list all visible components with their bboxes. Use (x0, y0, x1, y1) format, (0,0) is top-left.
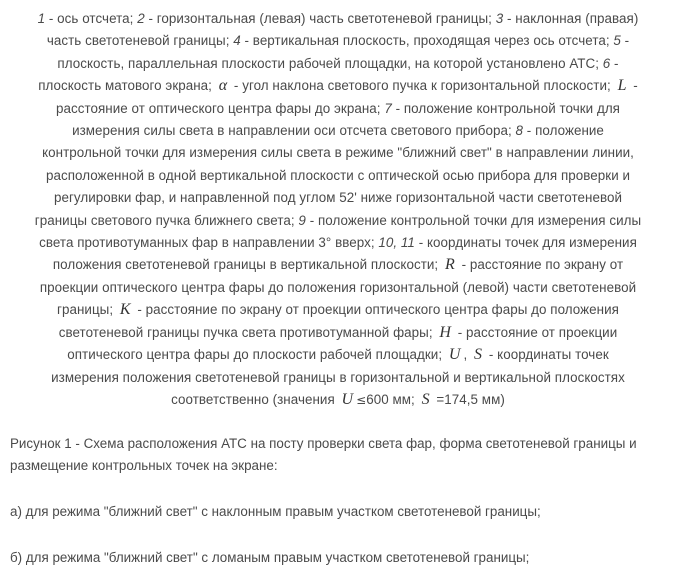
legend-text: света противотуманных фар в направлении 3° вверх; (39, 235, 379, 251)
legend-text: - положение контрольной точки для измерения силы (305, 212, 642, 228)
legend-item-number: 10, 11 (378, 235, 415, 251)
legend-text: измерения положения светотеневой границы в горизонтальной и вертикальной плоскостях (51, 369, 625, 385)
legend-line (10, 344, 666, 366)
figure-caption: Рисунок 1 - Схема расположения АТС на посту проверки света фар, форма светотеневой границы и размещение контрольных точек на экране: (10, 436, 637, 474)
legend-line (10, 277, 666, 299)
legend-line (10, 187, 666, 209)
legend-text: оптического центра фары до плоскости рабочей площадки; (67, 347, 446, 363)
legend-text: - положение контрольной точки для (391, 100, 620, 116)
legend-line (10, 232, 666, 254)
math-symbol: α (218, 77, 228, 95)
legend-text: измерения силы света в направлении оси отсчета светового прибора; (72, 123, 516, 139)
legend-text: - координаты точек (485, 347, 609, 363)
legend-line (10, 165, 666, 187)
legend-text: границы светового пучка ближнего света; (34, 212, 299, 228)
legend-item-number: 8 (515, 123, 524, 139)
math-symbol: U (448, 346, 461, 364)
legend-item-number: 6 (602, 55, 611, 71)
legend-text: , (463, 347, 472, 363)
legend-text: расстояние от оптического центра фары до экрана; (55, 100, 385, 116)
legend-text: - расстояние по экрану от (457, 257, 624, 273)
legend-text: - положение (523, 123, 604, 139)
legend-text: контрольной точки для измерения силы света в режиме "ближний свет" в направлении линии, (42, 145, 634, 161)
legend-text: - ось отсчета; (45, 11, 138, 26)
caption-item-a: а) для режима "ближний свет" с наклонным правым участком светотеневой границы; (10, 504, 541, 520)
legend-item-number: 2 (137, 11, 145, 26)
legend-line (10, 367, 666, 389)
legend-line (10, 8, 666, 30)
legend-line (10, 299, 666, 321)
leq-symbol: ≤ (356, 392, 367, 407)
legend-item-number: 1 (37, 11, 46, 26)
legend-text: расположенной в одной вертикальной плоскости с оптической осью прибора для проверки и (45, 167, 631, 183)
legend-text: проекции оптического центра фары до положения горизонтальной (левой) части светотеневой (39, 279, 637, 295)
legend-line (10, 389, 666, 411)
legend-item-number: 5 (613, 33, 621, 49)
legend-text: - расстояние от проекции (454, 324, 618, 340)
legend-text: - расстояние по экрану от проекции оптического центра фары до положения (133, 302, 619, 318)
legend-text: - координаты точек для измерения (414, 235, 637, 251)
math-symbol: S (474, 346, 483, 364)
legend-item-number: 4 (233, 33, 241, 49)
legend-text: соответственно (значения (171, 391, 339, 407)
math-symbol: H (439, 323, 451, 341)
legend-text: - горизонтальная (левая) часть светотеневой границы; (144, 11, 496, 26)
caption-item-b: б) для режима "ближний свет" с ломаным правым участком светотеневой границы; (10, 550, 530, 566)
legend-line (10, 75, 666, 97)
legend-line (10, 142, 666, 164)
legend-text: - вертикальная плоскость, проходящая через ось отсчета; (240, 33, 614, 49)
legend-line (10, 254, 666, 276)
legend-text: плоскость матового экрана; (38, 78, 216, 94)
legend-line (10, 53, 666, 75)
legend-line (10, 322, 666, 344)
legend-line (10, 120, 666, 142)
legend-text: - наклонная (правая) (503, 11, 639, 26)
legend-text: 600 мм; (366, 391, 419, 407)
legend-text: - (629, 78, 638, 94)
math-symbol: S (421, 390, 430, 408)
legend-text: плоскость, параллельная плоскости рабочей площадки, на которой установлено АТС; (57, 55, 603, 71)
legend-text: границы; (57, 302, 117, 318)
math-symbol: K (119, 301, 131, 319)
legend-text: регулировки фар, и направленной под углом 52' ниже горизонтальной части светотеневой (54, 190, 622, 206)
legend-line (10, 210, 666, 232)
legend-text: положения светотеневой границы в вертикальной плоскости; (52, 257, 442, 273)
legend-item-number: 9 (298, 212, 306, 228)
math-symbol: R (444, 256, 455, 274)
math-symbol: U (341, 390, 354, 408)
legend-line (10, 98, 666, 120)
legend-text: - (610, 55, 619, 71)
legend-text: светотеневой границы пучка света противотуманной фары; (58, 324, 437, 340)
legend-text: - угол наклона светового пучка к горизонтальной плоскости; (230, 78, 615, 94)
legend-text: =174,5 мм) (432, 391, 505, 407)
math-symbol: L (617, 77, 627, 95)
legend-item-number: 3 (495, 11, 504, 26)
legend-text: - (620, 33, 630, 49)
figure-legend (10, 8, 666, 411)
legend-text: часть светотеневой границы; (46, 33, 234, 49)
legend-item-number: 7 (384, 100, 392, 116)
legend-line (10, 30, 666, 52)
